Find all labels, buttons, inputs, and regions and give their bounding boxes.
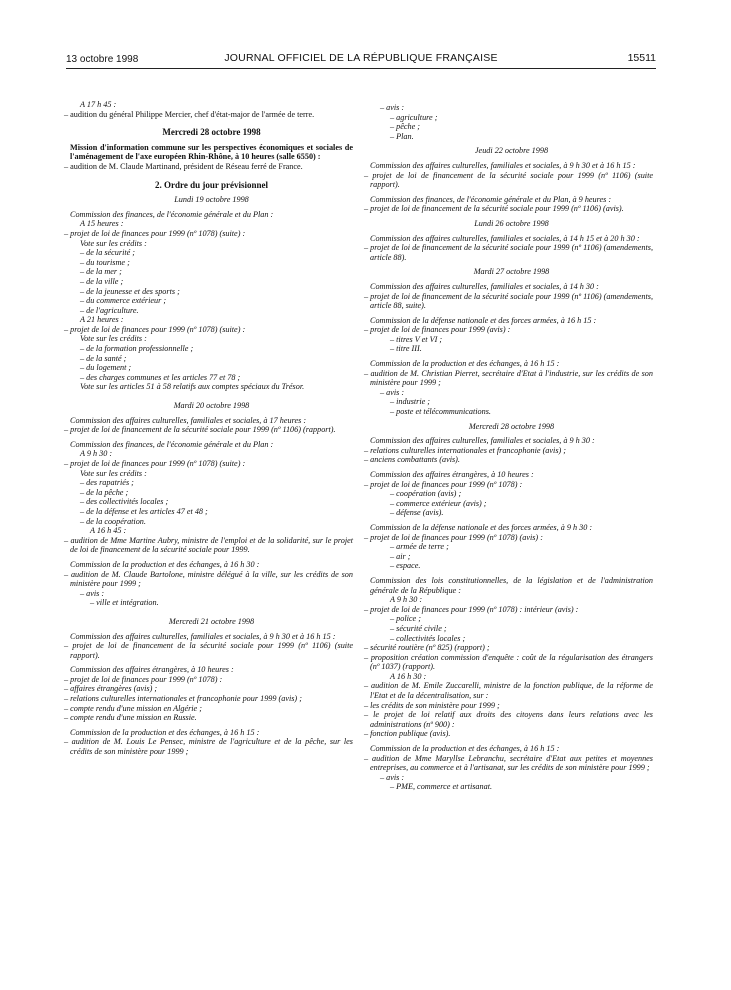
commission-heading: Commission de la production et des échanges, à 16 h 15 :	[370, 744, 560, 754]
agenda-item: – projet de loi de financement de la sécurité sociale pour 1999 (nº 1106) (suite rapport).	[64, 641, 353, 660]
agenda-subitem: Vote sur les crédits :	[80, 334, 147, 344]
agenda-item: – audition du général Philippe Mercier, chef d'état-major de l'armée de terre.	[64, 109, 315, 119]
day-heading: Mercredi 28 octobre 1998	[162, 127, 261, 138]
day-heading: Mercredi 21 octobre 1998	[168, 616, 255, 626]
agenda-subitem: – de la ville ;	[80, 276, 124, 286]
agenda-subitem: – relations culturelles internationales et francophonie pour 1999 (avis) ;	[64, 694, 302, 704]
agenda-subitem: – du logement ;	[80, 363, 132, 373]
time-heading: A 21 heures :	[80, 315, 124, 325]
agenda-subitem: Vote sur les articles 51 à 58 relatifs aux comptes spéciaux du Trésor.	[80, 382, 305, 392]
agenda-subitem: – le projet de loi relatif aux droits des citoyens dans leurs relations avec les administrations (nº 900) :	[364, 710, 653, 729]
agenda-item: – audition de Mme Maryllse Lebranchu, secrétaire d'Etat aux petites et moyennes entreprises, au commerce et à l'artisanat, sur les crédits de son ministère pour 1999 ;	[364, 753, 653, 773]
time-heading: A 16 h 45 :	[90, 526, 127, 536]
agenda-item: – audition de M. Emile Zuccarelli, ministre de la fonction publique, de la réforme de l'Etat et de la décentralisation, sur :	[364, 681, 653, 701]
left-column	[64, 100, 353, 757]
journal-title: JOURNAL OFFICIEL DE LA RÉPUBLIQUE FRANÇAISE	[224, 52, 498, 64]
agenda-subitem: – de la jeunesse et des sports ;	[80, 286, 180, 296]
day-heading: Lundi 19 octobre 1998	[174, 195, 249, 205]
agenda-subitem: – commerce extérieur (avis) ;	[390, 498, 487, 508]
agenda-item: – audition de Mme Martine Aubry, ministre de l'emploi et de la solidarité, sur le projet de loi de financement de la sécurité sociale pour 1999.	[64, 535, 353, 555]
agenda-subitem: – compte rendu d'une mission en Russie.	[64, 713, 197, 723]
agenda-item: – avis :	[380, 772, 405, 782]
commission-heading: Commission des affaires culturelles, familiales et sociales, à 9 h 30 :	[370, 436, 595, 446]
agenda-subitem: – titres V et VI ;	[390, 334, 443, 344]
agenda-item: – fonction publique (avis).	[364, 729, 451, 739]
agenda-subitem: – des collectivités locales ;	[80, 497, 169, 507]
agenda-subitem: – coopération (avis) ;	[390, 489, 462, 499]
time-heading: A 9 h 30 :	[390, 595, 423, 605]
agenda-subitem: – de la santé ;	[80, 353, 127, 363]
agenda-item: – audition de M. Christian Pierret, secrétaire d'Etat à l'industrie, sur les crédits de son ministère pour 1999 ;	[364, 368, 653, 388]
agenda-item: – avis :	[380, 387, 405, 397]
commission-heading: Commission des affaires culturelles, familiales et sociales, à 14 h 30 :	[370, 281, 599, 291]
agenda-subitem: – des charges communes et les articles 77 et 78 ;	[80, 372, 241, 382]
header-rule	[66, 68, 656, 69]
commission-heading: Commission des finances, de l'économie générale et du Plan, à 9 heures :	[370, 194, 612, 204]
commission-heading: Commission des affaires étrangères, à 10 heures :	[370, 470, 534, 479]
header-date: 13 octobre 1998	[66, 54, 139, 65]
agenda-subitem: – de la coopération.	[80, 516, 146, 526]
agenda-item: – projet de loi de financement de la sécurité sociale pour 1999 (nº 1106) (avis).	[364, 204, 624, 214]
agenda-subitem: – de la formation professionnelle ;	[80, 344, 194, 354]
agenda-subitem: – industrie ;	[390, 397, 431, 407]
agenda-subitem: – sécurité civile ;	[390, 623, 447, 633]
agenda-item: – projet de loi de finances pour 1999 (nº 1078) :	[64, 674, 223, 684]
agenda-subitem: – des rapatriés ;	[80, 478, 134, 488]
agenda-item: – projet de loi de finances pour 1999 (nº 1078) (suite) :	[64, 459, 246, 468]
agenda-item: – anciens combattants (avis).	[364, 455, 460, 465]
agenda-item: – sécurité routière (nº 825) (rapport) ;	[364, 643, 490, 653]
agenda-subitem: – de la défense et les articles 47 et 48 ;	[80, 506, 208, 516]
time-heading: A 15 heures :	[80, 219, 124, 229]
commission-heading: Commission de la production et des échanges, à 16 h 15 :	[370, 359, 560, 369]
agenda-item: – projet de loi de financement de la sécurité sociale pour 1999 (nº 1106) (suite rapport).	[364, 170, 653, 190]
agenda-subitem: – poste et télécommunications.	[390, 407, 491, 417]
day-heading: Lundi 26 octobre 1998	[474, 218, 549, 228]
agenda-subitem: – affaires étrangères (avis) ;	[64, 684, 158, 694]
agenda-subitem: – espace.	[390, 561, 421, 571]
mission-title: Mission d'information commune sur les perspectives économiques et sociales de l'aménagement de l'axe européen Rhin-Rhône, à 10 heures (salle 6550) :	[70, 142, 353, 162]
agenda-item: – audition de M. Louis Le Pensec, ministre de l'agriculture et de la pêche, sur les crédits de son ministère pour 1999 ;	[64, 737, 353, 757]
commission-heading: Commission des affaires culturelles, familiales et sociales, à 14 h 15 et à 20 h 30 :	[370, 233, 640, 243]
time-heading: A 17 h 45 :	[80, 100, 117, 109]
commission-heading: Commission de la production et des échanges, à 16 h 30 :	[70, 559, 260, 569]
time-heading: A 16 h 30 :	[390, 671, 427, 681]
agenda-item: – projet de loi de finances pour 1999 (nº 1078) (avis) :	[364, 532, 543, 542]
commission-heading: Commission des finances, de l'économie générale et du Plan :	[70, 209, 274, 219]
commission-heading: Commission des finances, de l'économie générale et du Plan :	[70, 439, 274, 449]
agenda-item: – projet de loi de finances pour 1999 (nº 1078) (suite) :	[64, 324, 246, 334]
agenda-subitem: Vote sur les crédits :	[80, 238, 147, 248]
agenda-subitem: – collectivités locales ;	[390, 633, 466, 643]
day-heading: Mercredi 28 octobre 1998	[468, 421, 555, 431]
commission-heading: Commission de la production et des échanges, à 16 h 15 :	[70, 727, 260, 737]
day-heading: Jeudi 22 octobre 1998	[474, 146, 549, 156]
agenda-subitem: – du tourisme ;	[80, 257, 130, 267]
commission-heading: Commission des affaires culturelles, familiales et sociales, à 9 h 30 et à 16 h 15 :	[70, 631, 336, 641]
page-header	[66, 52, 656, 68]
agenda-subitem: – titre III.	[390, 344, 422, 354]
agenda-item: – audition de M. Claude Bartolone, ministre délégué à la ville, sur les crédits de son ministère pour 1999 ;	[64, 569, 353, 589]
commission-heading: Commission des affaires culturelles, familiales et sociales, à 17 heures :	[70, 415, 307, 425]
agenda-item: – avis :	[80, 588, 105, 598]
agenda-subitem: – de la sécurité ;	[80, 248, 136, 258]
day-heading: Mardi 20 octobre 1998	[173, 401, 250, 411]
agenda-item: – projet de loi de finances pour 1999 (nº 1078) :	[364, 479, 523, 489]
agenda-subitem: – Plan.	[390, 131, 414, 141]
agenda-subitem: – de la mer ;	[80, 267, 122, 277]
agenda-subitem: – défense (avis).	[390, 508, 444, 518]
right-column	[364, 103, 653, 792]
agenda-subitem: – les crédits de son ministère pour 1999 ;	[364, 700, 500, 710]
agenda-subitem: – agriculture ;	[390, 112, 438, 122]
day-heading: Mardi 27 octobre 1998	[473, 267, 550, 277]
agenda-subitem: – de l'agriculture.	[80, 305, 139, 315]
commission-heading: Commission des affaires culturelles, familiales et sociales, à 9 h 30 et à 16 h 15 :	[370, 160, 636, 170]
agenda-item: – audition de M. Claude Martinand, président de Réseau ferré de France.	[64, 161, 303, 171]
agenda-subitem: – police ;	[390, 614, 421, 624]
agenda-item: – projet de loi de finances pour 1999 (nº 1078) : intérieur (avis) :	[364, 604, 579, 614]
agenda-subitem: – de la pêche ;	[80, 487, 129, 497]
agenda-item: – proposition création commission d'enquête : coût de la régularisation des étrangers (nº 1037) (rapport).	[364, 652, 653, 672]
agenda-item: – projet de loi de financement de la sécurité sociale pour 1999 (nº 1106) (rapport).	[64, 425, 336, 435]
commission-heading: Commission des affaires étrangères, à 10 heures :	[70, 665, 234, 675]
agenda-subitem: – compte rendu d'une mission en Algérie ;	[64, 703, 202, 713]
agenda-item: – projet de loi de financement de la sécurité sociale pour 1999 (nº 1106) (amendements, article 88).	[364, 243, 653, 262]
time-heading: A 9 h 30 :	[80, 449, 113, 459]
agenda-item: – projet de loi de financement de la sécurité sociale pour 1999 (nº 1106) (amendements, article 88, suite).	[364, 291, 653, 311]
agenda-item: – projet de loi de finances pour 1999 (nº 1078) (suite) :	[64, 228, 246, 238]
agenda-item: – relations culturelles internationales et francophonie (avis) ;	[364, 445, 567, 455]
agenda-subitem: – du commerce extérieur ;	[80, 296, 167, 306]
commission-heading: Commission de la défense nationale et des forces armées, à 16 h 15 :	[370, 315, 597, 325]
agenda-subitem: – pêche ;	[390, 122, 421, 132]
agenda-subitem: – ville et intégration.	[90, 598, 159, 608]
agenda-item: – avis :	[380, 103, 405, 112]
agenda-subitem: – armée de terre ;	[390, 542, 449, 552]
agenda-subitem: – air ;	[390, 551, 411, 561]
commission-heading: Commission de la défense nationale et des forces armées, à 9 h 30 :	[370, 522, 593, 532]
agenda-item: – projet de loi de finances pour 1999 (avis) :	[364, 325, 511, 335]
agenda-subitem: Vote sur les crédits :	[80, 468, 147, 478]
section-title: 2. Ordre du jour prévisionnel	[155, 179, 268, 190]
agenda-subitem: – PME, commerce et artisanat.	[390, 782, 493, 792]
commission-heading: Commission des lois constitutionnelles, de la législation et de l'administration générale de la République :	[370, 575, 653, 595]
page-number: 15511	[627, 52, 656, 64]
